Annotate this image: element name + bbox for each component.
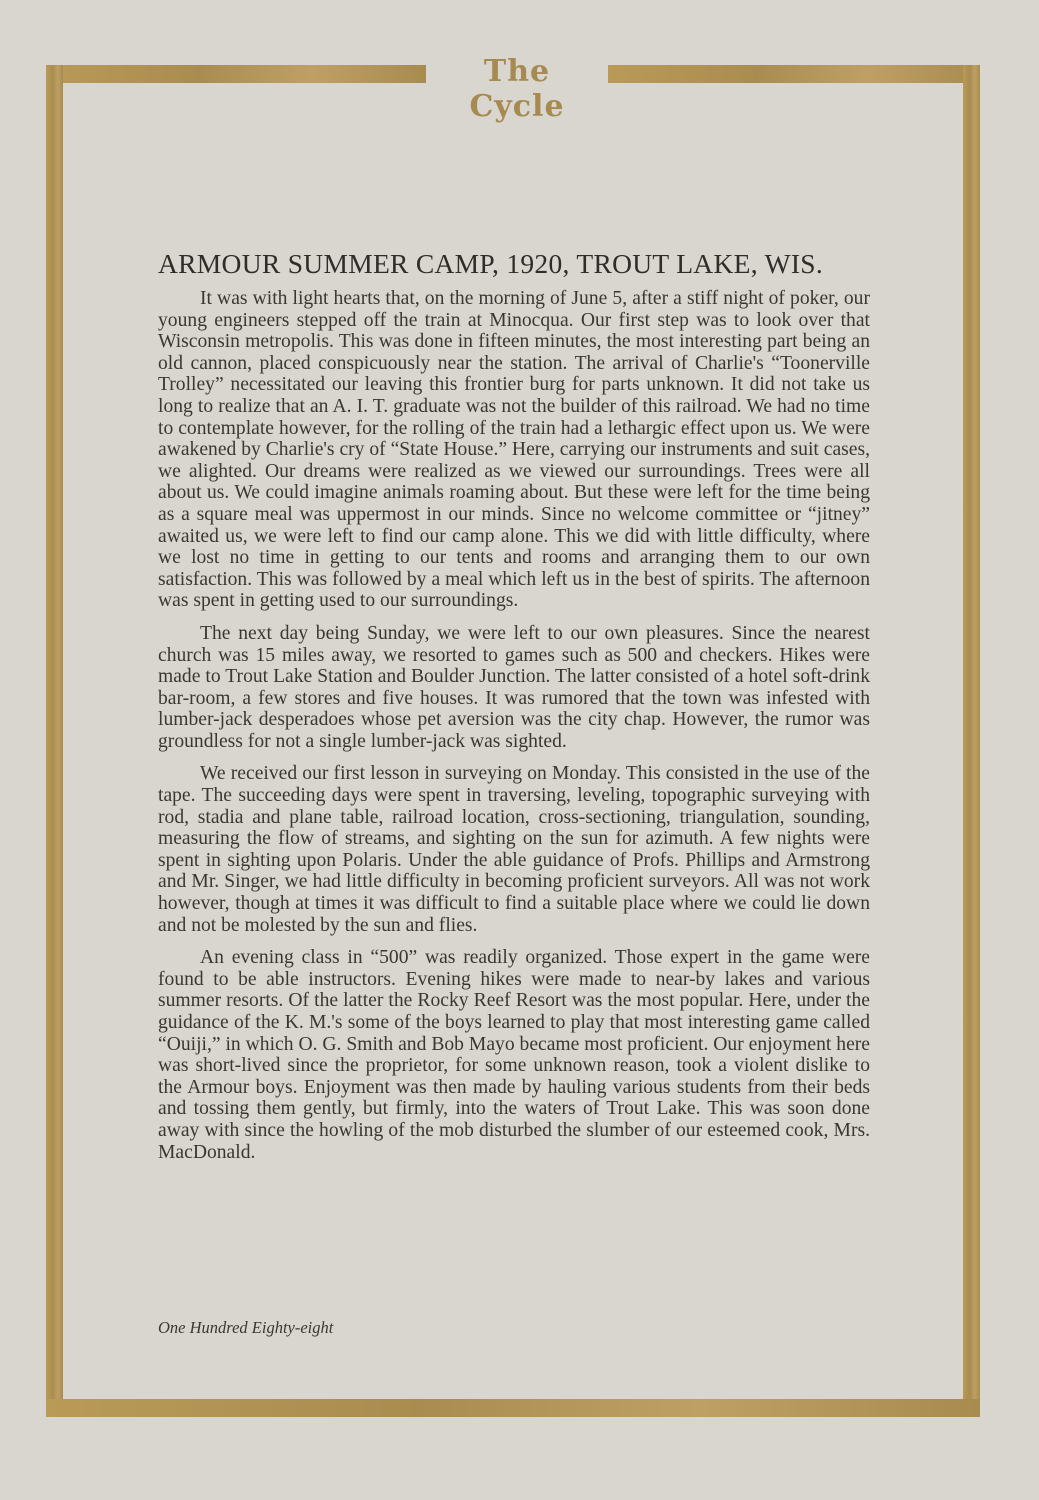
border-right	[963, 65, 980, 1417]
paragraph: An evening class in “500” was readily organized. Those expert in the game were found to be able instructors. Evening hikes were made to near-by lakes and various summer resorts. Of the latter the Rocky Reef Resort was the most popular. Here, under the guidance of the K. M.'s some of the boys learned to play that most interesting game called “Ouiji,” in which O. G. Smith and Bob Mayo became most proficient. Our enjoyment here was short-lived since the proprietor, for some unknown reason, took a violent dislike to the Armour boys. Enjoyment was then made by hauling various students from their beds and tossing them gently, but firmly, into the waters of Trout Lake. This was soon done away with since the howling of the mob disturbed the slumber of our esteemed cook, Mrs. MacDonald.	[158, 947, 870, 1163]
article-heading: ARMOUR SUMMER CAMP, 1920, TROUT LAKE, WIS.	[158, 248, 824, 279]
border-bottom	[46, 1399, 980, 1417]
article	[158, 248, 870, 1174]
border-left	[46, 65, 63, 1417]
paragraph: We received our first lesson in surveying on Monday. This consisted in the use of the tape. The succeeding days were spent in traversing, leveling, topographic surveying with rod, stadia and plane table, railroad location, cross-sectioning, triangulation, sounding, measuring the flow of streams, and sighting on the sun for azimuth. A few nights were spent in sighting upon Polaris. Under the able guidance of Profs. Phillips and Armstrong and Mr. Singer, we had little difficulty in becoming proficient surveyors. All was not work however, though at times it was difficult to find a suitable place where we could lie down and not be molested by the sun and flies.	[158, 763, 870, 936]
border-top-right	[608, 65, 980, 83]
border-top-left	[46, 65, 426, 83]
running-header: The Cycle	[469, 54, 565, 124]
paragraph: The next day being Sunday, we were left to our own pleasures. Since the nearest church was 15 miles away, we resorted to games such as 500 and checkers. Hikes were made to Trout Lake Station and Boulder Junction. The latter consisted of a hotel soft-drink bar-room, a few stores and five houses. It was rumored that the town was infested with lumber-jack desperadoes whose pet aversion was the city chap. However, the rumor was groundless for not a single lumber-jack was sighted.	[158, 622, 870, 752]
paragraph: It was with light hearts that, on the morning of June 5, after a stiff night of poker, our young engineers stepped off the train at Minocqua. Our first step was to look over that Wisconsin metropolis. This was done in fifteen minutes, the most interesting part being an old cannon, placed conspicuously near the station. The arrival of Charlie's “Toonerville Trolley” necessitated our leaving this frontier burg for parts unknown. It did not take us long to realize that an A. I. T. graduate was not the builder of this railroad. We had no time to contemplate however, for the rolling of the train had a lethargic effect upon us. We were awakened by Charlie's cry of “State House.” Here, carrying our instruments and suit cases, we alighted. Our dreams were realized as we viewed our surroundings. Trees were all about us. We could imagine animals roaming about. But these were left for the time being as a square meal was uppermost in our minds. Since no welcome committee or “jitney” awaited us, we were left to find our camp alone. This we did with little difficulty, where we lost no time in getting to our tents and rooms and arranging them to our own satisfaction. This was followed by a meal which left us in the best of spirits. The afternoon was spent in getting used to our surroundings.	[158, 288, 870, 612]
page-number: One Hundred Eighty-eight	[158, 1318, 334, 1337]
